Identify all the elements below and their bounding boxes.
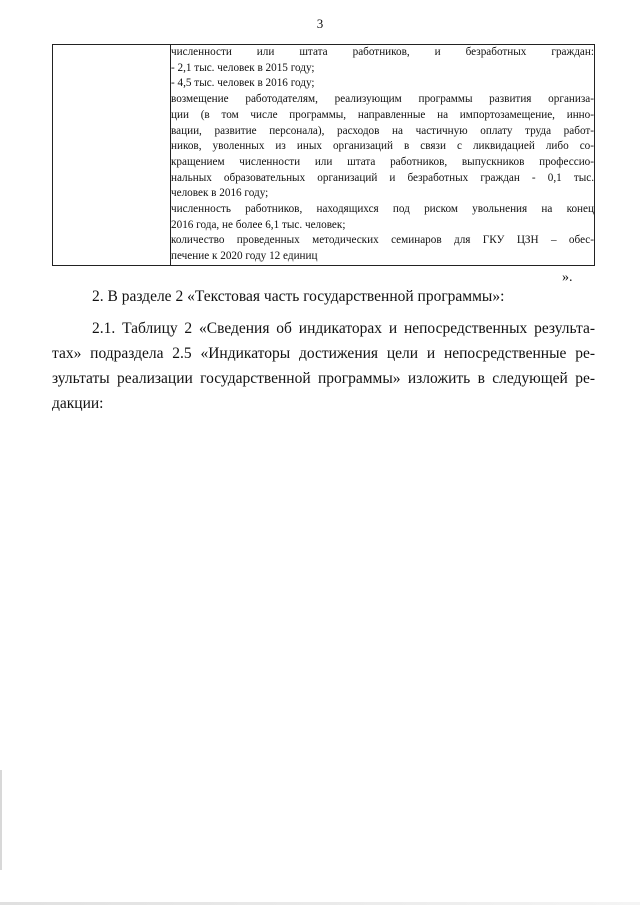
cell-text-line: вации, развитие персонала), расходов на частичную оплату труда работ-: [171, 124, 594, 137]
page-number: 3: [316, 16, 324, 31]
cell-text-line: человек в 2016 году;: [171, 187, 269, 200]
paragraph-line: дакции:: [52, 395, 104, 412]
paragraph-line: зультаты реализации государственной программы» изложить в следующей ре-: [52, 370, 595, 387]
cell-text-line: ников, уволенных из иных организаций в связи с ликвидацией либо со-: [171, 140, 594, 153]
cell-text-line: 2016 года, не более 6,1 тыс. человек;: [171, 218, 346, 231]
cell-text-line: кращением численности или штата работников, выпускников профессио-: [171, 155, 594, 168]
paragraph-table-2: [52, 316, 595, 416]
table-row: [53, 45, 595, 266]
paragraph-line: 2. В разделе 2 «Текстовая часть государственной программы»:: [92, 288, 505, 305]
cell-text-line: численность работников, находящихся под риском увольнения на конец: [171, 203, 594, 216]
cell-text-line: печение к 2020 году 12 единиц: [171, 250, 318, 263]
scan-edge-mark: [0, 770, 2, 870]
table-right-cell: [171, 45, 595, 266]
cell-text-line: ции (в том числе программы, направленные на импортозамещение, инно-: [171, 108, 594, 121]
cell-text-line: нальных образовательных организаций и безработных граждан - 0,1 тыс.: [171, 171, 594, 184]
paragraph-line: 2.1. Таблицу 2 «Сведения об индикаторах и непосредственных результа-: [92, 320, 595, 337]
paragraph-section-2: [52, 284, 595, 309]
cell-text-line: - 2,1 тыс. человек в 2015 году;: [171, 61, 315, 74]
table-left-cell: [53, 45, 171, 266]
cell-text-line: численности или штата работников, и безработных граждан:: [171, 46, 594, 58]
cell-text-line: количество проведенных методических семинаров для ГКУ ЦЗН – обес-: [171, 234, 594, 247]
paragraph-line: тах» подраздела 2.5 «Индикаторы достижения цели и непосредственные ре-: [52, 345, 595, 362]
continuation-table: [52, 44, 595, 266]
closing-quote: ».: [562, 270, 573, 285]
cell-text-line: возмещение работодателям, реализующим программы развития организа-: [171, 93, 594, 106]
cell-text-line: - 4,5 тыс. человек в 2016 году;: [171, 77, 315, 90]
